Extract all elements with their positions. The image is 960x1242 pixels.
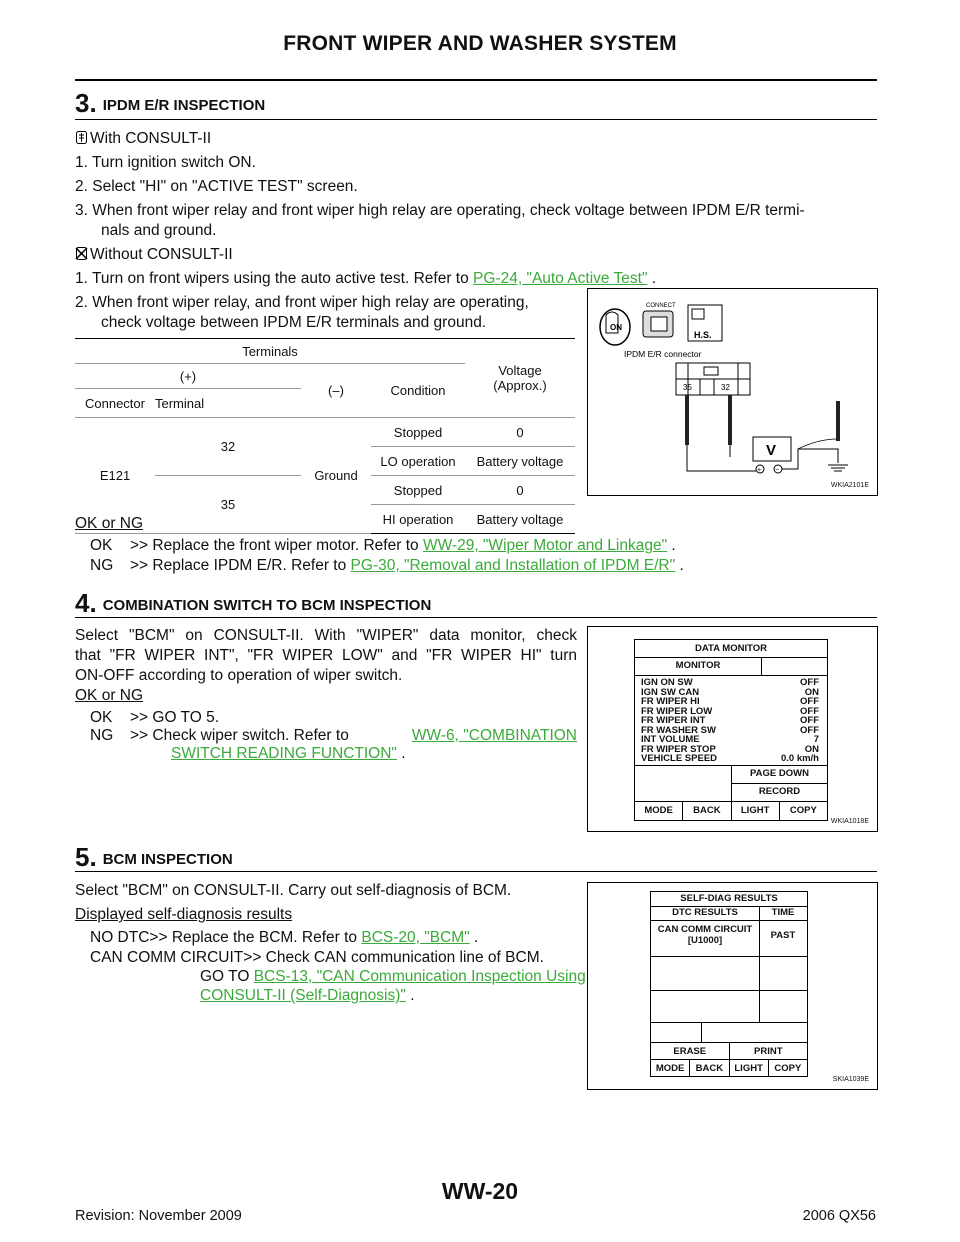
connect-label: CONNECT bbox=[646, 303, 676, 309]
step-4-body: Select "BCM" on CONSULT-II. With "WIPER" data monitor, check that "FR WIPER INT", "FR WIPER LOW" and "FR WIPER HI" turn ON-OFF according to operation of wiper switch. bbox=[75, 627, 577, 684]
terminals-header: Terminals bbox=[75, 339, 465, 364]
record-button[interactable]: RECORD bbox=[731, 783, 827, 801]
dtc-result-item: CAN COMM CIRCUIT [U1000] bbox=[657, 924, 753, 946]
time-header: TIME bbox=[759, 906, 807, 921]
list-item: FR WIPER LOW OFF bbox=[641, 705, 819, 717]
pin-32-label: 32 bbox=[721, 383, 730, 392]
list-item: IGN ON SW OFF bbox=[641, 677, 819, 688]
ok-or-ng-label: OK or NG bbox=[75, 687, 144, 704]
ok-result: OK >> Replace the front wiper motor. Refer to WW-29, "Wiper Motor and Linkage" . bbox=[90, 537, 676, 554]
svg-text:−: − bbox=[775, 467, 780, 474]
screen-button-row bbox=[635, 801, 827, 820]
table-row: LO operation bbox=[371, 447, 465, 476]
terminal-32: 32 bbox=[155, 418, 301, 476]
list-item: INT VOLUME 7 bbox=[641, 734, 819, 745]
ng-result-cont: SWITCH READING FUNCTION" . bbox=[171, 745, 406, 762]
link-bcs-13-cont[interactable]: CONSULT-II (Self-Diagnosis)" bbox=[200, 987, 406, 1004]
copy-button[interactable]: COPY bbox=[774, 1063, 802, 1074]
terminal-header: Terminal bbox=[155, 389, 301, 418]
step-rule bbox=[75, 871, 877, 872]
page-down-button[interactable]: PAGE DOWN bbox=[731, 765, 827, 784]
erase-button[interactable]: ERASE bbox=[651, 1043, 730, 1060]
data-monitor-figure bbox=[587, 626, 878, 832]
list-item: FR WIPER STOP ON bbox=[641, 743, 819, 755]
light-button[interactable]: LIGHT bbox=[730, 1060, 769, 1077]
table-row: Stopped bbox=[371, 418, 465, 447]
link-pg-24[interactable]: PG-24, "Auto Active Test" bbox=[473, 270, 648, 287]
hs-label: H.S. bbox=[694, 330, 712, 340]
displayed-results-label: Displayed self-diagnosis results bbox=[75, 906, 293, 923]
link-ww-29[interactable]: WW-29, "Wiper Motor and Linkage" bbox=[422, 537, 668, 554]
step-5-heading bbox=[75, 842, 233, 873]
print-button[interactable]: PRINT bbox=[754, 1046, 783, 1057]
back-button[interactable]: BACK bbox=[690, 1060, 729, 1077]
mode-button[interactable]: MODE bbox=[651, 1060, 690, 1077]
erase-print-row bbox=[651, 1042, 807, 1060]
connector-header: Connector bbox=[75, 389, 155, 418]
step-number: 3. bbox=[75, 88, 97, 118]
step-3-heading bbox=[75, 88, 265, 119]
can-comm-goto-cont: CONSULT-II (Self-Diagnosis)" . bbox=[200, 987, 415, 1004]
can-comm-result: CAN COMM CIRCUIT>> Check CAN communication line of BCM. bbox=[90, 949, 544, 966]
ok-or-ng-label: OK or NG bbox=[75, 515, 144, 532]
step-number: 5. bbox=[75, 842, 97, 872]
no-consult-icon bbox=[75, 246, 88, 261]
self-diag-figure bbox=[587, 882, 878, 1090]
link-ww-6[interactable]: WW-6, "COMBINATION bbox=[411, 727, 577, 744]
with-step-3-cont: nals and ground. bbox=[101, 222, 217, 239]
condition-header: Condition bbox=[371, 364, 465, 418]
with-step-2: 2. Select "HI" on "ACTIVE TEST" screen. bbox=[75, 178, 358, 195]
figure-code: SKIA1039E bbox=[832, 1076, 869, 1083]
header-rule bbox=[75, 79, 877, 81]
figure-code: WKIA1018E bbox=[830, 818, 869, 825]
on-label: ON bbox=[610, 323, 622, 332]
screen-button-row bbox=[651, 1059, 807, 1077]
list-item: IGN SW CAN ON bbox=[641, 686, 819, 698]
step-5-body: Select "BCM" on CONSULT-II. Carry out self-diagnosis of BCM. bbox=[75, 882, 512, 899]
step-4-heading bbox=[75, 588, 431, 619]
monitor-label: MONITOR bbox=[635, 657, 762, 676]
ng-result: NG >> Check wiper switch. Refer to WW-6, "COMBINATION bbox=[90, 727, 577, 744]
can-comm-goto: GO TO BCS-13, "CAN Communication Inspection Using bbox=[200, 968, 586, 985]
table-row: HI operation bbox=[371, 505, 465, 534]
step-title: IPDM E/R INSPECTION bbox=[102, 97, 266, 114]
list-item: FR WIPER INT OFF bbox=[641, 715, 819, 726]
monitor-list bbox=[641, 678, 819, 764]
list-item: VEHICLE SPEED 0.0 km/h bbox=[641, 753, 819, 764]
mode-button[interactable]: MODE bbox=[635, 802, 683, 820]
screen-title: SELF-DIAG RESULTS bbox=[651, 892, 807, 907]
light-button[interactable]: LIGHT bbox=[732, 802, 780, 820]
connector-label: IPDM E/R connector bbox=[624, 349, 702, 359]
without-step-1: 1. Turn on front wipers using the auto active test. Refer to PG-24, "Auto Active Test" . bbox=[75, 270, 657, 287]
svg-text:+: + bbox=[757, 467, 762, 474]
link-ww-6-cont[interactable]: SWITCH READING FUNCTION" bbox=[171, 745, 397, 762]
back-button[interactable]: BACK bbox=[683, 802, 731, 820]
step-number: 4. bbox=[75, 588, 97, 618]
pin-35-label: 35 bbox=[683, 383, 692, 392]
footer-model: 2006 QX56 bbox=[802, 1208, 876, 1224]
data-monitor-screen bbox=[634, 639, 828, 821]
wiring-diagram bbox=[588, 289, 877, 495]
voltage-header: Voltage (Approx.) bbox=[465, 339, 575, 418]
without-step-2-cont: check voltage between IPDM E/R terminals and ground. bbox=[101, 314, 487, 331]
list-item: FR WIPER HI OFF bbox=[641, 696, 819, 707]
step-title: BCM INSPECTION bbox=[102, 851, 233, 868]
table-row: Stopped bbox=[371, 476, 465, 505]
page-number: WW-20 bbox=[441, 1178, 519, 1204]
ipdm-connector-figure bbox=[587, 288, 878, 496]
dtc-time-past: PAST bbox=[770, 930, 796, 941]
list-item: FR WASHER SW OFF bbox=[641, 724, 819, 736]
terminals-table: Terminals Voltage (Approx.) (+) (–) Condition Connector Terminal E121 32 Ground Stopped 0 LO operation Battery voltage 35 Stopped 0 HI operation Battery voltage bbox=[75, 338, 575, 534]
copy-button[interactable]: COPY bbox=[789, 805, 817, 816]
voltmeter-label: V bbox=[766, 442, 777, 459]
minus-header: (–) bbox=[301, 364, 371, 418]
without-consult-label: Without CONSULT-II bbox=[75, 245, 233, 265]
step-rule bbox=[75, 617, 877, 618]
footer-revision: Revision: November 2009 bbox=[75, 1208, 242, 1224]
ng-result: NG >> Replace IPDM E/R. Refer to PG-30, "Removal and Installation of IPDM E/R" . bbox=[90, 557, 684, 574]
with-step-3: 3. When front wiper relay and front wiper high relay are operating, check voltage between IPDM E/R termi- bbox=[75, 202, 805, 219]
consult-icon bbox=[75, 130, 88, 145]
link-bcs-13[interactable]: BCS-13, "CAN Communication Inspection Using bbox=[253, 968, 586, 985]
self-diag-screen bbox=[650, 891, 808, 1077]
page-header-title: FRONT WIPER AND WASHER SYSTEM bbox=[283, 32, 677, 55]
ground-value: Ground bbox=[301, 418, 371, 534]
terminal-35: 35 bbox=[155, 476, 301, 534]
connector-value: E121 bbox=[75, 418, 155, 534]
link-pg-30[interactable]: PG-30, "Removal and Installation of IPDM E/R" bbox=[350, 557, 676, 574]
step-title: COMBINATION SWITCH TO BCM INSPECTION bbox=[102, 597, 432, 614]
with-consult-label: With CONSULT-II bbox=[75, 129, 211, 149]
link-bcs-20[interactable]: BCS-20, "BCM" bbox=[361, 929, 470, 946]
with-step-1: 1. Turn ignition switch ON. bbox=[75, 154, 256, 171]
no-dtc-result: NO DTC>> Replace the BCM. Refer to BCS-20, "BCM" . bbox=[90, 929, 479, 946]
screen-title: DATA MONITOR bbox=[635, 640, 827, 658]
figure-code: WKIA2101E bbox=[830, 482, 869, 489]
dtc-results-header: DTC RESULTS bbox=[651, 906, 760, 921]
ok-result: OK >> GO TO 5. bbox=[90, 709, 220, 726]
plus-header: (+) bbox=[75, 364, 301, 389]
step-rule bbox=[75, 119, 877, 120]
without-step-2: 2. When front wiper relay, and front wiper high relay are operating, bbox=[75, 294, 529, 311]
